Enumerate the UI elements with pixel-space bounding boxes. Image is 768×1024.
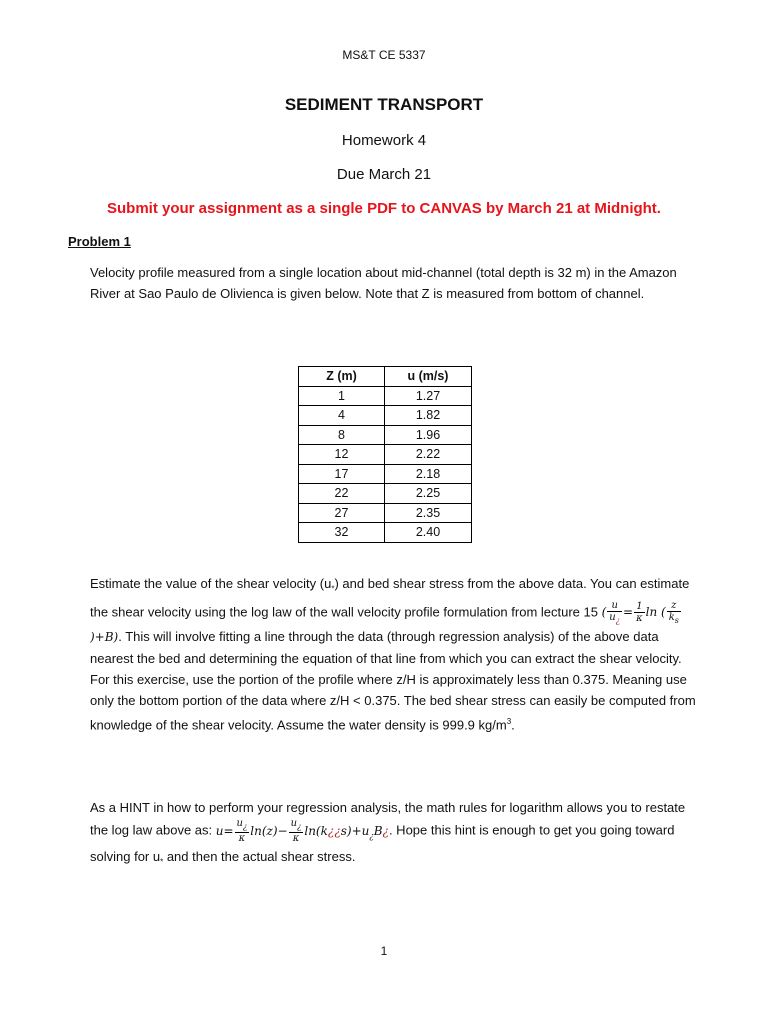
velocity-profile-table [298, 366, 472, 543]
cell-u: 1.82 [385, 406, 472, 426]
log-law-formula: ( $\frac{u}{u_¿}$ = $\frac{1}{\kappa}$ ln ( $\frac{z}{k_s}$ )+B) [90, 599, 679, 644]
cell-z: 8 [299, 425, 385, 445]
column-header-u: u (m/s) [385, 367, 472, 387]
cell-z: 4 [299, 406, 385, 426]
cell-u: 2.35 [385, 503, 472, 523]
page-number: 1 [380, 944, 388, 958]
column-header-z: Z (m) [299, 367, 385, 387]
submit-notice: Submit your assignment as a single PDF to CANVAS by March 21 at Midnight. [107, 200, 661, 217]
document-title: SEDIMENT TRANSPORT [284, 95, 484, 114]
table-row [299, 445, 472, 465]
course-header: MS&T CE 5337 [342, 48, 426, 62]
cell-z: 1 [299, 386, 385, 406]
due-date: Due March 21 [336, 166, 432, 183]
cell-z: 17 [299, 464, 385, 484]
problem-heading: Problem 1 [68, 234, 131, 249]
table-header-row [299, 367, 472, 387]
cell-u: 2.22 [385, 445, 472, 465]
estimate-text-2: . This will involve fitting a line through the data (through regression analysis) of the above data nearest the bed and determining the equation of that line from which you can extract the shear velocity. For this exercise, use the portion of the profile where z/H is approximately less than 0.375. Meaning use only the bottom portion of the data where z/H < 0.375. The bed shear stress can easily be computed from knowledge of the shear velocity. Assume the water density is 999.9 kg/m [90, 628, 696, 732]
estimate-text-1: Estimate the value of the shear velocity (u [90, 576, 332, 591]
cell-u: 1.27 [385, 386, 472, 406]
table-row [299, 425, 472, 445]
cell-u: 2.25 [385, 484, 472, 504]
homework-number: Homework 4 [341, 132, 427, 149]
cell-z: 12 [299, 445, 385, 465]
cell-z: 32 [299, 523, 385, 543]
cell-u: 1.96 [385, 425, 472, 445]
estimate-text-end: . [511, 716, 515, 732]
table-row [299, 484, 472, 504]
hint-text-2: . Hope this hint is enough to get you going toward solving for u [90, 822, 675, 864]
hint-text-3: and then the actual shear stress. [163, 848, 356, 864]
table-row [299, 523, 472, 543]
hint-paragraph: As a HINT in how to perform your regression analysis, the math rules for logarithm allows you to restate the log law above as: u= $\frac{u_¿}{\kappa}$ ln(z)− $\frac{u_¿}{\kappa}$ $\ln(k¿¿s)+u_¿B¿$. Hope this hint is enough to get you going toward solving for $u_*$ and then the actual shear stress. [90, 800, 686, 867]
cell-u: 2.40 [385, 523, 472, 543]
estimate-text-1b: ) and bed shear stress from the above data. You can estimate the shear velocity using the log law of the wall velocity profile formulation from lecture 15 [90, 576, 690, 620]
restated-log-law-formula: u= $\frac{u_¿}{\kappa}$ ln(z)− $\frac{u_¿}{\kappa}$ $\ln(k¿¿s)+u_¿B¿$ [215, 818, 389, 844]
table-row [299, 503, 472, 523]
density-exponent: 3 [506, 716, 512, 726]
table-row [299, 386, 472, 406]
cell-z: 27 [299, 503, 385, 523]
intro-paragraph: Velocity profile measured from a single location about mid-channel (total depth is 32 m) in the Amazon River at Sao Paulo de Olivienca is given below. Note that Z is measured from bottom of channel. [90, 265, 677, 301]
table-row [299, 406, 472, 426]
cell-u: 2.18 [385, 464, 472, 484]
hint-text-1: As a HINT in how to perform your regression analysis, the math rules for logarithm allows you to restate the log law above as: [90, 800, 686, 838]
table-row [299, 464, 472, 484]
cell-z: 22 [299, 484, 385, 504]
estimate-paragraph: Estimate the value of the shear velocity $(u_*)$ and bed shear stress from the above data. You can estimate the shear velocity using the log law of the wall velocity profile formulation from lecture 15 ( $\frac{u}{u_¿}$ = $\frac{1}{\kappa}$ ln ( $\frac{z}{k_s}$ )+B). This will involve fitting a line through the data (through regression analysis) of the above data nearest the bed and determining the equation of that line from which you can extract the shear velocity. For this exercise, use the portion of the profile where z/H is approximately less than 0.375. Meaning use only the bottom portion of the data where z/H < 0.375. The bed shear stress can easily be computed from knowledge of the shear velocity. Assume the water density is 999.9 $kg/m^3$. [90, 576, 696, 732]
